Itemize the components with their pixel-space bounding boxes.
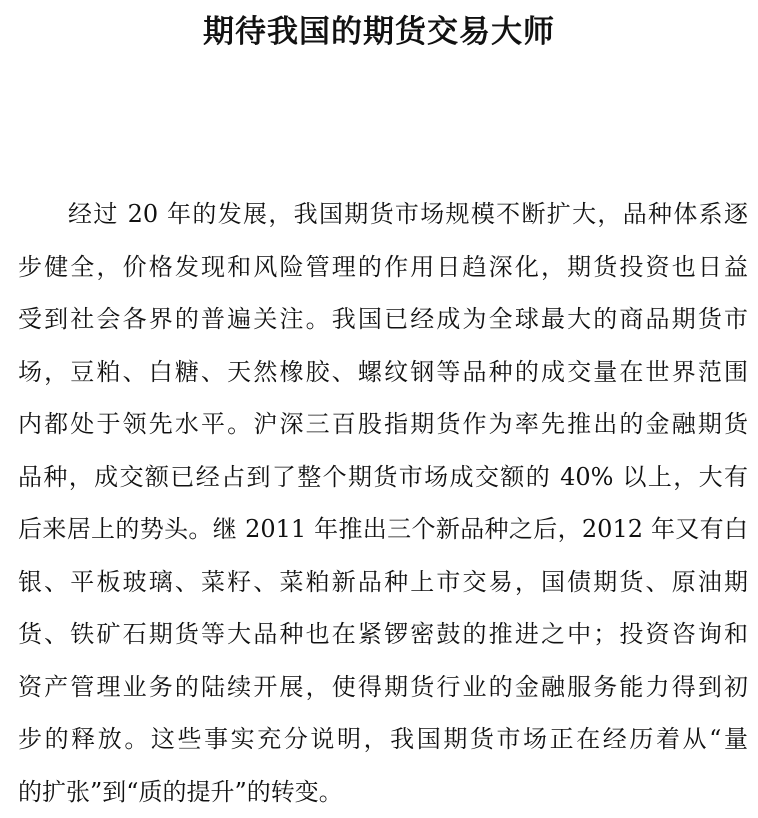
paragraph-line: 品种，成交额已经占到了整个期货市场成交额的 40% 以上，大有 [18,451,748,504]
paragraph-line: 步健全，价格发现和风险管理的作用日趋深化，期货投资也日益 [18,241,748,294]
paragraph-line: 银、平板玻璃、菜籽、菜粕新品种上市交易，国债期货、原油期 [18,556,748,609]
paragraph-line: 后来居上的势头。继 2011 年推出三个新品种之后，2012 年又有白 [18,503,748,556]
paragraph-line: 场，豆粕、白糖、天然橡胶、螺纹钢等品种的成交量在世界范围 [18,346,748,399]
paragraph-line: 的扩张”到“质的提升”的转变。 [18,766,748,818]
paragraph-line: 货、铁矿石期货等大品种也在紧锣密鼓的推进之中；投资咨询和 [18,608,748,661]
paragraph-line: 经过 20 年的发展，我国期货市场规模不断扩大，品种体系逐 [18,188,748,241]
paragraph-line: 内都处于领先水平。沪深三百股指期货作为率先推出的金融期货 [18,398,748,451]
paragraph-line: 步的释放。这些事实充分说明，我国期货市场正在经历着从“量 [18,713,748,766]
paragraph-line: 受到社会各界的普遍关注。我国已经成为全球最大的商品期货市 [18,293,748,346]
article-paragraph [18,188,748,818]
article-title: 期待我国的期货交易大师 [0,10,758,54]
paragraph-line: 资产管理业务的陆续开展，使得期货行业的金融服务能力得到初 [18,661,748,714]
